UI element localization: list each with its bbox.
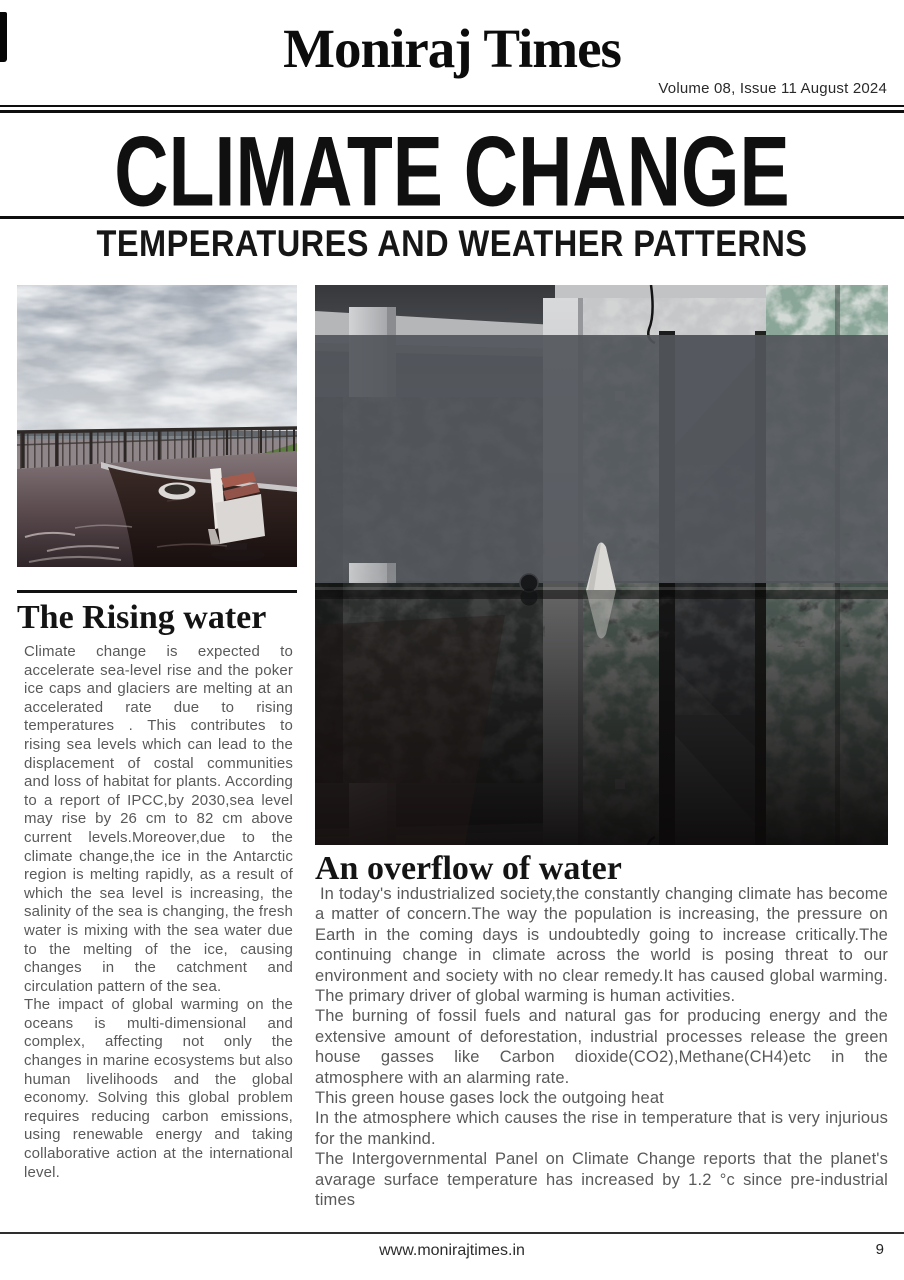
overflow-water-body xyxy=(315,884,888,1211)
sky xyxy=(17,285,297,445)
rising-water-body xyxy=(24,643,293,1182)
overflow-water-paragraph: The burning of fossil fuels and natural gas for producing energy and the extensive amount of deforestation, industrial processes release the green house gasses like Carbon dioxide(CO2),Methane(CH4)etc in the atmosphere with an alarming rate. xyxy=(315,1007,888,1087)
overflow-water-paragraph: This green house gases lock the outgoing heat xyxy=(315,1089,664,1108)
sub-headline: TEMPERATURES AND WEATHER PATTERNS xyxy=(96,223,808,264)
footer-page-number: 9 xyxy=(875,1241,884,1258)
overflow-water-title: An overflow of water xyxy=(315,850,622,887)
left-column-rule xyxy=(17,590,297,593)
rising-water-title: The Rising water xyxy=(17,599,267,636)
overflow-water-paragraph: In the atmosphere which causes the rise in temperature that is very injurious for the mankind. xyxy=(315,1109,888,1148)
flood-promenade-illustration xyxy=(17,285,297,567)
submerged-planter xyxy=(159,483,196,500)
rising-water-paragraph: The impact of global warming on the oceans is multi-dimensional and complex, affecting not only the changes in marine ecosystems but also human livelihoods and the global economy. Solving this global problem requires reducing carbon emissions, using renewable energy and taking collaborative action at the international level. xyxy=(24,996,293,1181)
masthead-title: Moniraj Times xyxy=(283,18,621,79)
overflow-water-paragraph: The Intergovernmental Panel on Climate Change reports that the planet's avarage surface temperature has increased by 1.2 °c since pre-industrial times xyxy=(315,1150,888,1210)
overflow-water-paragraph: In today's industrialized society,the constantly changing climate has become a matter of concern.The way the population is increasing, the pressure on Earth in the coming days is undoubtedly going to increase critically.The continuing change in climate across the world is posing threat to our environment and society with no clear remedy.It has caused global warming. The primary driver of global warming is human activities. xyxy=(315,885,888,1006)
flood-interior-illustration xyxy=(315,285,888,845)
header-double-rule xyxy=(0,105,904,113)
headline-bottom-rule xyxy=(0,216,904,219)
footer-website: www.monirajtimes.in xyxy=(379,1242,525,1259)
main-headline: CLIMATE CHANGE xyxy=(114,115,790,227)
issue-line: Volume 08, Issue 11 August 2024 xyxy=(658,80,887,97)
flood-promenade-photo xyxy=(17,285,297,567)
rising-water-paragraph: Climate change is expected to accelerate sea-level rise and the poker ice caps and glaciers are melting at an accelerated rate due to rising temperatures . This contributes to rising sea levels which can lead to the displacement of costal communities and loss of habitat for plants. According to a report of IPCC,by 2030,sea level may rise by 26 cm to 82 cm above current levels.Moreover,due to the climate change,the ice in the Antarctic region is melting rapidly, as a result of which the sea level is increasing, the salinity of the sea is changing, the fresh water is mixing with the sea water due to the melting of the ice, causing changes in the catchment and circulation pattern of the sea. xyxy=(24,643,293,995)
dark-sphere xyxy=(520,574,538,606)
footer-rule xyxy=(0,1232,904,1234)
flood-interior-photo xyxy=(315,285,888,845)
